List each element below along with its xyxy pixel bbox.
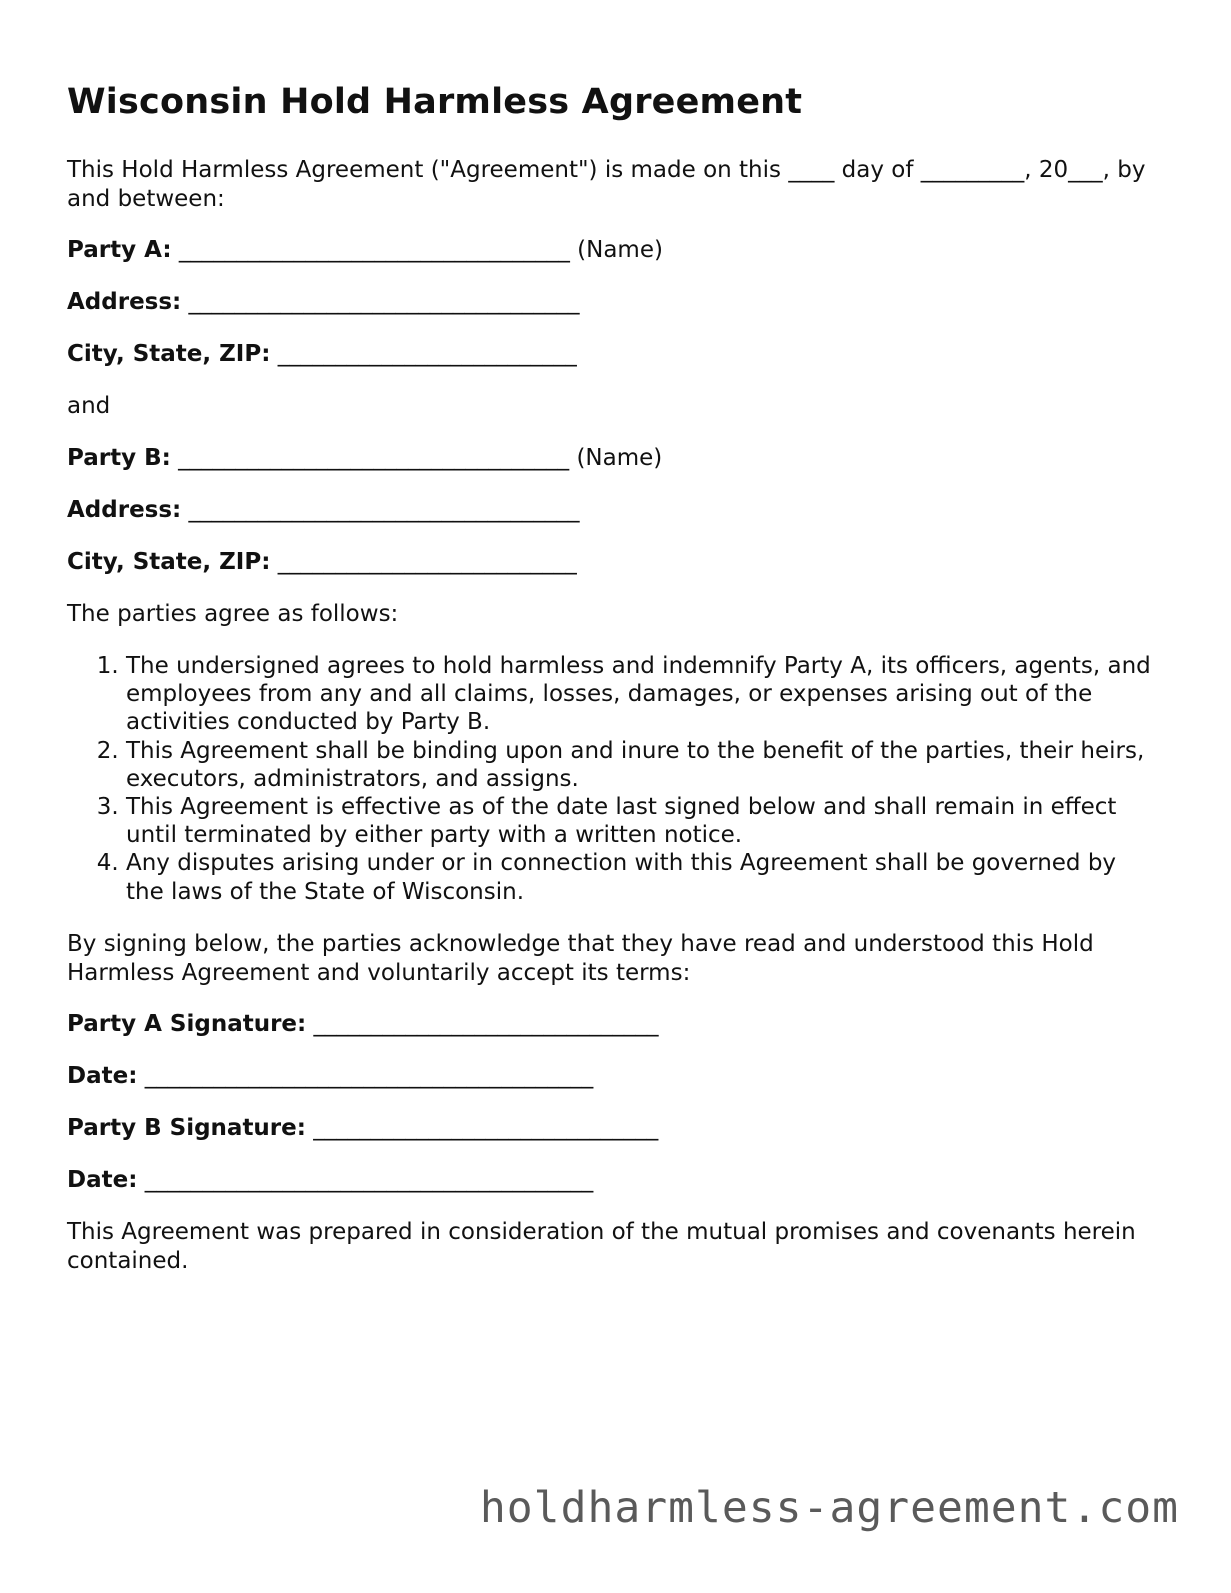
intro-paragraph: This Hold Harmless Agreement ("Agreement") is made on this ____ day of _________, 20___, by and between: (67, 157, 1146, 212)
party-a-name-hint: (Name) (577, 237, 663, 263)
party-a-city-blank: __________________________ (270, 341, 577, 367)
party-a-signature-blank: ______________________________ (306, 1011, 659, 1037)
watermark-text: holdharmless-agreement.com (479, 1483, 1179, 1533)
party-a-signature-label: Party A Signature: (67, 1011, 307, 1037)
party-a-city-label: City, State, ZIP: (67, 341, 271, 367)
party-b-date-blank: _______________________________________ (137, 1167, 594, 1193)
party-b-signature-field (67, 1114, 658, 1143)
list-item: 2. This Agreement shall be binding upon and inure to the benefit of the parties, their heirs, executors, administrators, and assigns. (126, 737, 1157, 793)
list-item: 4. Any disputes arising under or in connection with this Agreement shall be governed by the laws of the State of Wisconsin. (126, 849, 1157, 905)
list-item: 3. This Agreement is effective as of the date last signed below and shall remain in effect until terminated by either party with a written notice. (126, 793, 1157, 849)
party-b-date-label: Date: (67, 1167, 138, 1193)
party-a-date-field (67, 1062, 593, 1091)
party-b-signature-blank: ______________________________ (305, 1115, 659, 1141)
party-b-address-label: Address: (67, 497, 182, 523)
party-b-name-field (67, 444, 662, 473)
party-a-name-field (67, 236, 663, 265)
list-item: 1. The undersigned agrees to hold harmless and indemnify Party A, its officers, agents, and employees from any and all claims, losses, damages, or expenses arising out of the activities conducted by Party B. (126, 652, 1157, 737)
party-b-signature-label: Party B Signature: (67, 1115, 306, 1141)
party-b-address-blank: __________________________________ (181, 497, 580, 523)
party-b-name-hint: (Name) (576, 445, 663, 471)
party-a-address-blank: __________________________________ (181, 289, 580, 315)
agree-intro: The parties agree as follows: (67, 601, 399, 627)
party-b-city-field (67, 548, 577, 577)
party-b-city-label: City, State, ZIP: (67, 549, 271, 575)
document-title: Wisconsin Hold Harmless Agreement (67, 82, 803, 122)
party-b-date-field (67, 1166, 593, 1195)
party-a-address-label: Address: (67, 289, 182, 315)
party-a-name-blank: __________________________________ (171, 237, 578, 263)
party-b-city-blank: __________________________ (270, 549, 577, 575)
closing-paragraph: This Agreement was prepared in consideration of the mutual promises and covenants herein contained. (67, 1219, 1136, 1274)
party-b-address-field (67, 496, 580, 525)
party-b-name-label: Party B: (67, 445, 171, 471)
party-a-date-label: Date: (67, 1063, 138, 1089)
terms-list (67, 652, 1157, 906)
and-text: and (67, 393, 111, 419)
party-a-name-label: Party A: (67, 237, 172, 263)
party-b-name-blank: __________________________________ (170, 445, 577, 471)
party-a-city-field (67, 340, 577, 369)
party-a-address-field (67, 288, 580, 317)
acknowledge-paragraph: By signing below, the parties acknowledge that they have read and understood this Hold Harmless Agreement and voluntarily accept its terms: (67, 931, 1094, 986)
party-a-date-blank: _______________________________________ (137, 1063, 594, 1089)
party-a-signature-field (67, 1010, 659, 1039)
